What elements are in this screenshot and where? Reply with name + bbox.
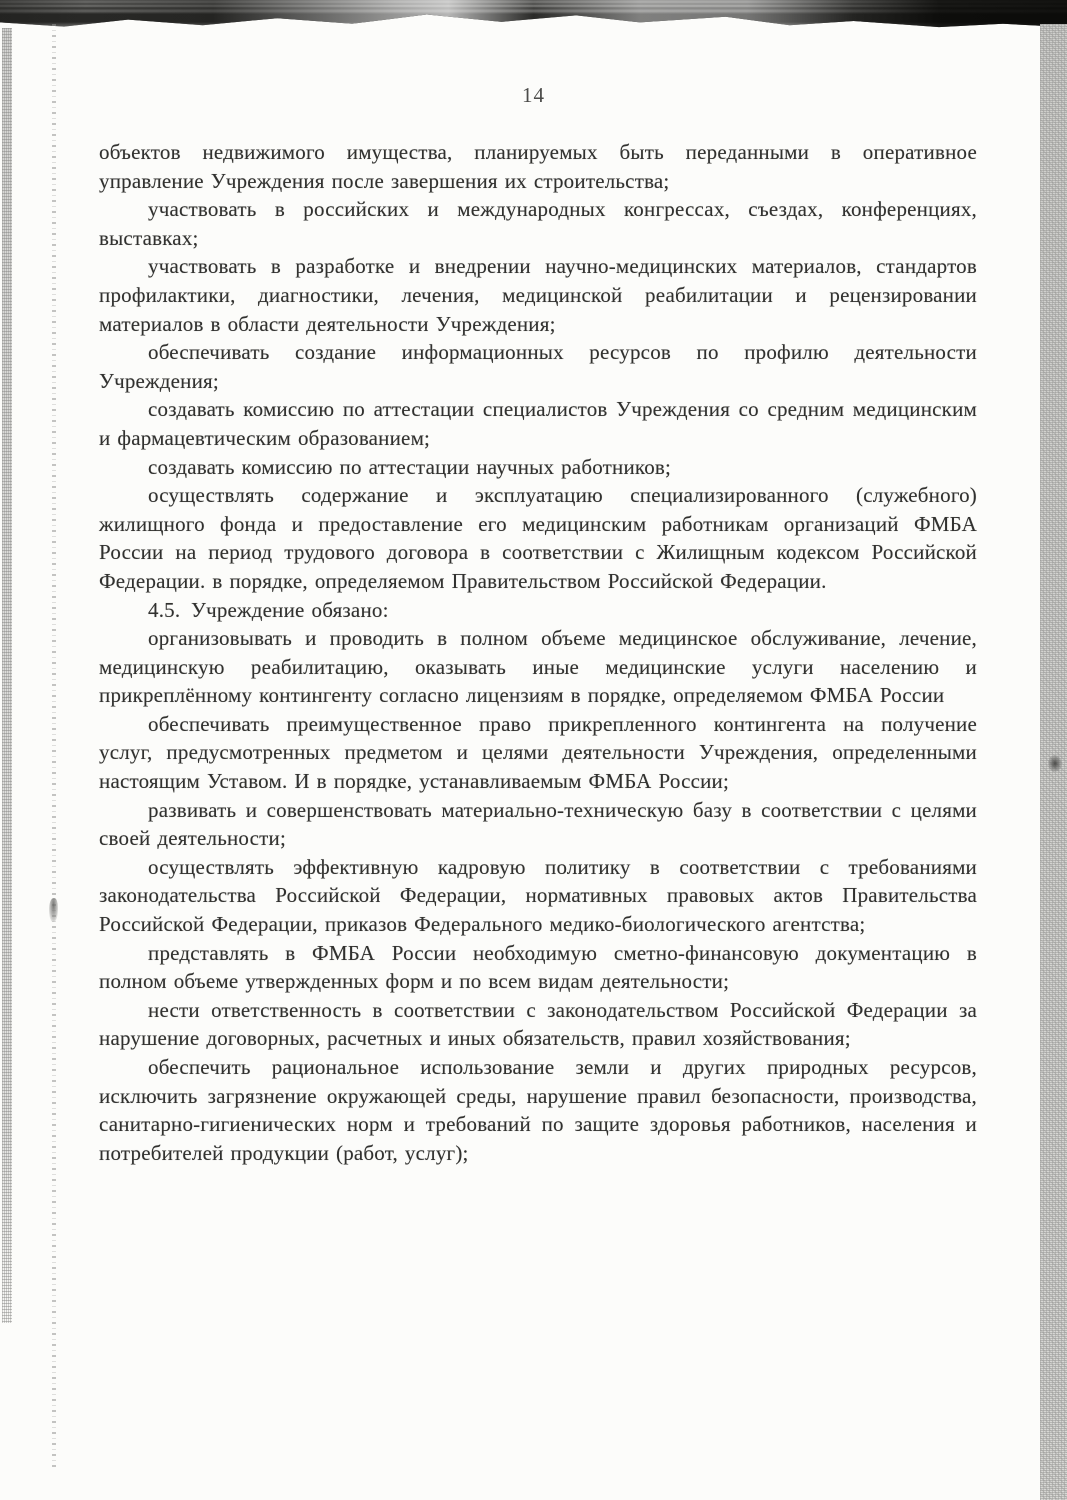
paragraph: осуществлять эффективную кадровую политику в соответствии с требованиями законодательства Российской Федерации, нормативных правовых актов Правительства Российской Федерации, приказов Федерального медико-биологического агентства; <box>99 854 977 937</box>
scan-artifact-left-stripe <box>2 28 12 1323</box>
paragraph: представлять в ФМБА России необходимую сметно-финансовую документацию в полном объеме утвержденных форм и по всем видам деятельности; <box>99 940 977 994</box>
document-body-text <box>99 138 977 1167</box>
paragraph: участвовать в разработке и внедрении научно-медицинских материалов, стандартов профилактики, диагностики, лечения, медицинской реабилитации и рецензировании материалов в области деятельности Учреждения; <box>99 254 977 336</box>
paragraph-continuation: объектов недвижимого имущества, планируемых быть переданными в оперативное управление Учреждения после завершения их строительства; <box>99 140 977 193</box>
paragraph: обеспечивать преимущественное право прикрепленного контингента на получение услуг, предусмотренных предметом и целями деятельности Учреждения, определенными настоящим Уставом. И в порядке, устанавливаемым ФМБА России; <box>99 711 977 794</box>
paragraph: участвовать в российских и международных конгрессах, съездах, конференциях, выставках; <box>99 197 977 250</box>
scan-artifact-right-spot <box>1048 755 1062 772</box>
paragraph: нести ответственность в соответствии с законодательством Российской Федерации за нарушение договорных, расчетных и иных обязательств, правил хозяйствования; <box>99 997 977 1051</box>
paragraph: обеспечивать создание информационных ресурсов по профилю деятельности Учреждения; <box>99 340 977 393</box>
scan-artifact-fold-line <box>52 24 56 1470</box>
scan-artifact-left-smudge <box>49 898 58 922</box>
paragraph: обеспечить рациональное использование земли и других природных ресурсов, исключить загрязнение окружающей среды, нарушение правил безопасности, производства, санитарно-гигиенических норм и требований по защите здоровья работников, населения и потребителей продукции (работ, услуг); <box>99 1055 977 1165</box>
page-number: 14 <box>522 83 545 107</box>
paragraph: создавать комиссию по аттестации научных работников; <box>148 454 672 479</box>
paragraph: организовывать и проводить в полном объеме медицинское обслуживание, лечение, медицинскую реабилитацию, оказывать иные медицинские услуги населению и прикреплённому контингенту согласно лицензиям в порядке, определяемом ФМБА России <box>99 626 977 708</box>
section-heading-4-5: 4.5. Учреждение обязано: <box>148 597 389 622</box>
paragraph: осуществлять содержание и эксплуатацию специализированного (служебного) жилищного фонда и предоставление его медицинским работникам организаций ФМБА России на период трудового договора в соответствии с Жилищным кодексом Российской Федерации. в порядке, определяемом Правительством Российской Федерации. <box>99 483 977 593</box>
paragraph: создавать комиссию по аттестации специалистов Учреждения со средним медицинским и фармацевтическим образованием; <box>99 397 977 450</box>
scan-artifact-top-band <box>0 0 1067 28</box>
paragraph: развивать и совершенствовать материально-техническую базу в соответствии с целями своей деятельности; <box>99 797 977 851</box>
